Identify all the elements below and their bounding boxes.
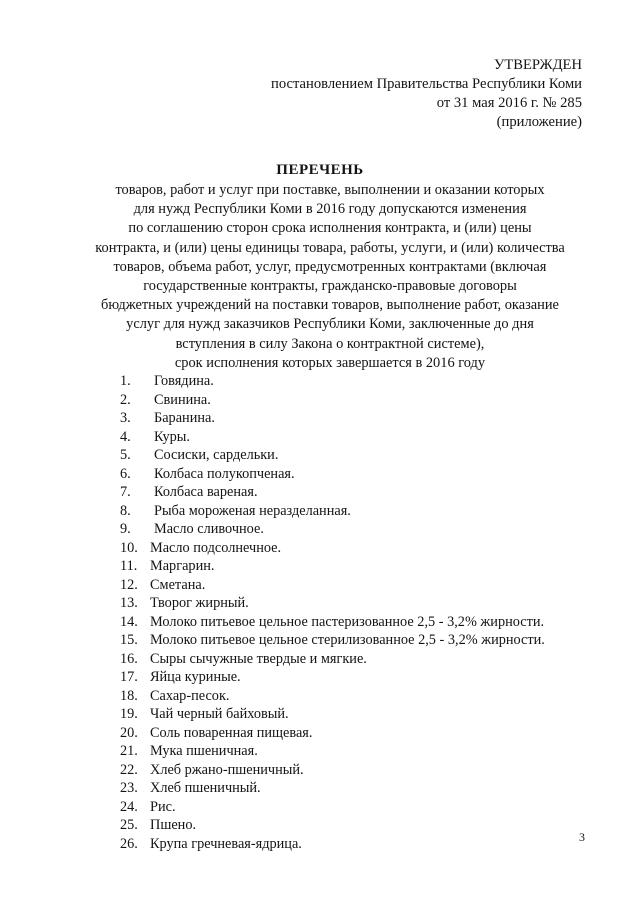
item-number: 1.: [120, 373, 131, 389]
item-number: 10.: [120, 539, 138, 556]
document-title: ПЕРЕЧЕНЬ: [276, 162, 364, 178]
approval-resolution: постановлением Правительства Республики Коми: [271, 76, 582, 92]
list-item: [120, 539, 545, 558]
item-text: Соль поваренная пищевая.: [150, 724, 313, 741]
item-number: 20.: [120, 724, 138, 741]
approval-block: [271, 56, 582, 132]
list-item: [120, 465, 545, 484]
item-number: 23.: [120, 780, 138, 796]
list-item: [120, 372, 545, 391]
item-text: Рыба мороженая неразделанная.: [154, 502, 351, 519]
product-list: [120, 372, 545, 853]
item-text: Хлеб ржано-пшеничный.: [150, 761, 304, 778]
item-text: Творог жирный.: [150, 595, 249, 611]
item-number: 13.: [120, 595, 138, 611]
list-item: [120, 631, 545, 650]
item-number: 15.: [120, 632, 138, 648]
list-item: [120, 835, 545, 854]
item-text: Рис.: [150, 798, 176, 815]
subtitle-line: по соглашению сторон срока исполнения контракта, и (или) цены: [128, 220, 532, 237]
item-text: Говядина.: [154, 373, 214, 389]
list-item: [120, 446, 545, 465]
item-number: 7.: [120, 484, 131, 500]
item-text: Яйца куриные.: [150, 669, 241, 685]
item-text: Масло сливочное.: [154, 521, 264, 537]
subtitle-line: контракта, и (или) цены единицы товара, работы, услуги, и (или) количества: [95, 239, 565, 256]
item-text: Масло подсолнечное.: [150, 539, 282, 556]
item-text: Крупа гречневая-ядрица.: [150, 835, 302, 852]
item-number: 26.: [120, 835, 138, 852]
item-number: 17.: [120, 669, 138, 685]
list-item: [120, 668, 545, 687]
list-item: [120, 724, 545, 743]
item-number: 3.: [120, 410, 131, 426]
list-item: [120, 687, 545, 706]
item-number: 19.: [120, 706, 138, 722]
item-text: Сосиски, сардельки.: [154, 447, 279, 463]
list-item: [120, 613, 545, 632]
item-number: 25.: [120, 817, 138, 833]
item-number: 11.: [120, 558, 138, 574]
list-item: [120, 502, 545, 521]
subtitle-line: для нужд Республики Коми в 2016 году допускаются изменения: [133, 201, 527, 218]
item-text: Баранина.: [154, 410, 215, 426]
list-item: [120, 576, 545, 595]
list-item: [120, 742, 545, 761]
subtitle-line: товаров, работ и услуг при поставке, выполнении и оказании которых: [115, 182, 545, 198]
list-item: [120, 409, 545, 428]
item-number: 12.: [120, 576, 138, 593]
document-subtitle: [80, 181, 580, 373]
list-item: [120, 798, 545, 817]
list-item: [120, 761, 545, 780]
page-number: 3: [579, 830, 585, 844]
approval-note: (приложение): [496, 114, 582, 130]
item-text: Колбаса полукопченая.: [154, 465, 295, 482]
item-text: Куры.: [154, 428, 190, 445]
item-number: 24.: [120, 798, 138, 815]
item-text: Маргарин.: [150, 558, 215, 574]
subtitle-line: услуг для нужд заказчиков Республики Коми, заключенные до дня: [126, 316, 534, 333]
subtitle-line: вступления в силу Закона о контрактной системе),: [175, 335, 485, 352]
item-number: 4.: [120, 428, 131, 445]
list-item: [120, 779, 545, 798]
item-number: 2.: [120, 391, 131, 408]
item-text: Колбаса вареная.: [154, 484, 258, 500]
item-number: 21.: [120, 743, 138, 759]
list-item: [120, 594, 545, 613]
item-number: 8.: [120, 502, 131, 519]
item-number: 22.: [120, 761, 138, 778]
list-item: [120, 705, 545, 724]
item-text: Мука пшеничная.: [150, 743, 258, 759]
item-number: 14.: [120, 613, 138, 630]
item-text: Свинина.: [154, 391, 211, 408]
subtitle-line: государственные контракты, гражданско-правовые договоры: [143, 278, 517, 295]
item-text: Пшено.: [150, 817, 197, 833]
approval-date: от 31 мая 2016 г. № 285: [436, 95, 582, 111]
item-number: 16.: [120, 650, 138, 667]
item-text: Хлеб пшеничный.: [150, 780, 261, 796]
list-item: [120, 816, 545, 835]
item-number: 5.: [120, 447, 131, 463]
item-number: 6.: [120, 465, 131, 482]
list-item: [120, 520, 545, 539]
list-item: [120, 391, 545, 410]
item-text: Молоко питьевое цельное пастеризованное 2,5 - 3,2% жирности.: [150, 613, 545, 630]
item-text: Чай черный байховый.: [150, 706, 289, 722]
list-item: [120, 483, 545, 502]
subtitle-line: срок исполнения которых завершается в 2016 году: [174, 354, 486, 371]
list-item: [120, 428, 545, 447]
item-text: Сметана.: [150, 576, 206, 593]
subtitle-line: товаров, объема работ, услуг, предусмотренных контрактами (включая: [113, 258, 547, 275]
subtitle-line: бюджетных учреждений на поставки товаров, выполнение работ, оказание: [101, 297, 559, 314]
item-number: 9.: [120, 521, 131, 537]
item-text: Сахар-песок.: [150, 687, 230, 704]
list-item: [120, 650, 545, 669]
item-number: 18.: [120, 687, 138, 704]
item-text: Молоко питьевое цельное стерилизованное 2,5 - 3,2% жирности.: [150, 632, 545, 648]
approval-heading: УТВЕРЖДЕН: [494, 57, 582, 73]
list-item: [120, 557, 545, 576]
item-text: Сыры сычужные твердые и мягкие.: [150, 650, 367, 667]
